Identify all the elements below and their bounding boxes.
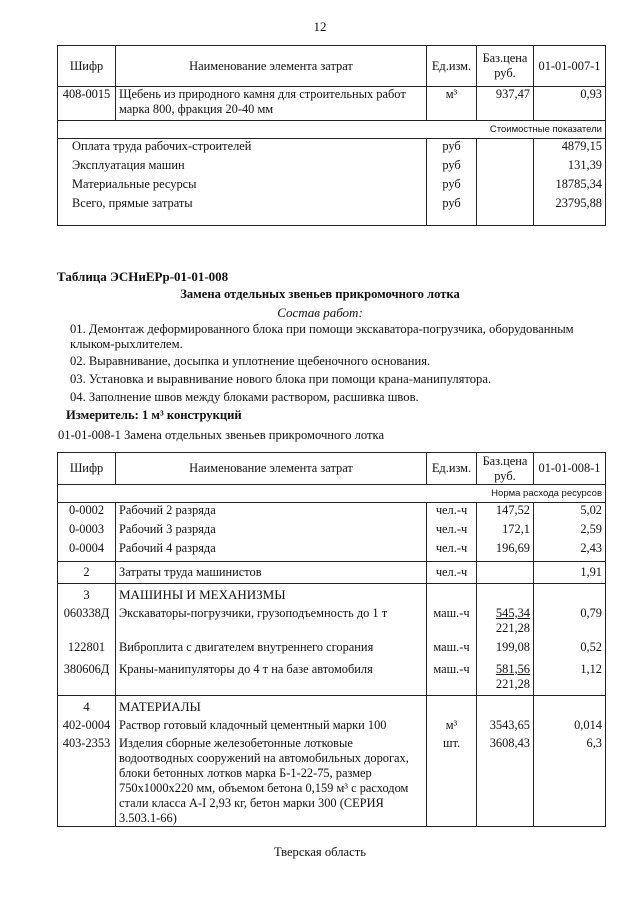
price-secondary: 221,28	[495, 676, 530, 691]
table-row-code: 060338Д	[58, 606, 116, 640]
row-code: 408-0015	[58, 87, 116, 121]
header-price: Баз.цена руб.	[477, 453, 534, 485]
table-row-price: 3608,43	[477, 736, 534, 827]
table-row-value: 0,52	[534, 640, 606, 662]
empty-cell	[534, 696, 606, 718]
table-row-value: 6,3	[534, 736, 606, 827]
table-row-unit: м³	[427, 718, 477, 736]
row-unit: м³	[427, 87, 477, 121]
row-price: 937,47	[477, 87, 534, 121]
section-title: МАШИНЫ И МЕХАНИЗМЫ	[116, 584, 427, 606]
header-code: Шифр	[58, 453, 116, 485]
table-row-name: Затраты труда машинистов	[116, 562, 427, 584]
table-row-price: 199,08	[477, 640, 534, 662]
step-item: 02. Выравнивание, досыпка и уплотнение щебеночного основания.	[70, 354, 431, 368]
table-row-name: Экскаваторы-погрузчики, грузоподъемность до 1 т	[116, 606, 427, 640]
table-row-unit: маш.-ч	[427, 640, 477, 662]
table-row-name: Раствор готовый кладочный цементный марки 100	[116, 718, 427, 736]
page-number: 12	[313, 19, 327, 34]
table-row-unit: чел.-ч	[427, 503, 477, 522]
cost-empty	[477, 158, 534, 177]
row-value: 0,93	[534, 87, 606, 121]
table-row-code: 2	[58, 562, 116, 584]
table-row-unit: чел.-ч	[427, 522, 477, 541]
table-row-value: 0,79	[534, 606, 606, 640]
table-row-name: Виброплита с двигателем внутреннего сгорания	[116, 640, 427, 662]
table-row-unit: маш.-ч	[427, 662, 477, 696]
table-row-value: 2,59	[534, 522, 606, 541]
cost-name: Эксплуатация машин	[58, 158, 427, 177]
empty-cell	[477, 696, 534, 718]
table-row-price: 3543,65	[477, 718, 534, 736]
header-norm: 01-01-007-1	[534, 46, 606, 87]
code-line: 01-01-008-1 Замена отдельных звеньев прикромочного лотка	[58, 428, 385, 442]
cost-name: Оплата труда рабочих-строителей	[58, 139, 427, 158]
resource-table	[57, 452, 606, 827]
table-row-unit: шт.	[427, 736, 477, 827]
cost-value: 131,39	[534, 158, 606, 177]
header-code: Шифр	[58, 46, 116, 87]
table-row-code: 0-0002	[58, 503, 116, 522]
cost-unit: руб	[427, 177, 477, 196]
cost-unit: руб	[427, 158, 477, 177]
section-code: 3	[58, 584, 116, 606]
norm-label: Норма расхода ресурсов	[58, 485, 606, 503]
subtitle: Замена отдельных звеньев прикромочного лотка	[180, 287, 460, 301]
price-secondary: 221,28	[495, 620, 530, 635]
table-row-code: 380606Д	[58, 662, 116, 696]
footer-region: Тверская область	[274, 845, 366, 859]
cost-value: 4879,15	[534, 139, 606, 158]
table-row-price: 196,69	[477, 541, 534, 562]
table-row-name: Изделия сборные железобетонные лотковые водоотводных сооружений на автомобильных дорогах, блоки бетонных лотков марка Б-1-22-75, размер 750х1000х220 мм, объемом бетона 0,159 м³ с расходом стали класса А-I 2,93 кг, бетон марки 300 (СЕРИЯ 3.503.1-66)	[116, 736, 427, 827]
cost-empty	[477, 139, 534, 158]
table-row-value: 1,12	[534, 662, 606, 696]
table-row-price: 147,52	[477, 503, 534, 522]
cost-value: 18785,34	[534, 177, 606, 196]
empty-cell	[534, 584, 606, 606]
table-row-code: 0-0003	[58, 522, 116, 541]
table-row-name: Рабочий 3 разряда	[116, 522, 427, 541]
header-price: Баз.цена руб.	[477, 46, 534, 87]
table-title: Таблица ЭСНиЕРр-01-01-008	[57, 269, 229, 284]
step-item: 04. Заполнение швов между блоками раствором, расшивка швов.	[70, 390, 419, 404]
cost-unit: руб	[427, 139, 477, 158]
price-main: 581,56	[495, 661, 530, 676]
table-row-value: 2,43	[534, 541, 606, 562]
empty-cell	[477, 584, 534, 606]
cost-name: Всего, прямые затраты	[58, 196, 427, 226]
table-row-unit: чел.-ч	[427, 541, 477, 562]
cost-value: 23795,88	[534, 196, 606, 226]
empty-cell	[427, 584, 477, 606]
header-unit: Ед.изм.	[427, 46, 477, 87]
cost-unit: руб	[427, 196, 477, 226]
sostav-label: Состав работ:	[277, 305, 363, 320]
header-name: Наименование элемента затрат	[116, 453, 427, 485]
table-row-name: Рабочий 2 разряда	[116, 503, 427, 522]
table-row-value: 1,91	[534, 562, 606, 584]
cost-empty	[477, 177, 534, 196]
table-row-code: 122801	[58, 640, 116, 662]
step-item: 03. Установка и выравнивание нового блока при помощи крана-манипулятора.	[70, 372, 492, 386]
table-row-unit: чел.-ч	[427, 562, 477, 584]
header-norm: 01-01-008-1	[534, 453, 606, 485]
cost-table	[57, 45, 606, 226]
row-name: Щебень из природного камня для строительных работ марка 800, фракция 20-40 мм	[116, 87, 427, 121]
table-row-name: Краны-манипуляторы до 4 т на базе автомобиля	[116, 662, 427, 696]
section-title: МАТЕРИАЛЫ	[116, 696, 427, 718]
section-code: 4	[58, 696, 116, 718]
section-label: Стоимостные показатели	[58, 121, 606, 139]
step-item: 01. Демонтаж деформированного блока при помощи экскаватора-погрузчика, оборудованным клыком-рыхлителем.	[70, 322, 574, 351]
header-unit: Ед.изм.	[427, 453, 477, 485]
table-row-code: 0-0004	[58, 541, 116, 562]
cost-name: Материальные ресурсы	[58, 177, 427, 196]
table-row-code: 403-2353	[58, 736, 116, 827]
table-row-price	[477, 662, 534, 696]
izmeritel: Измеритель: 1 м³ конструкций	[66, 408, 242, 422]
header-name: Наименование элемента затрат	[116, 46, 427, 87]
price-main: 545,34	[495, 605, 530, 620]
table-row-price	[477, 562, 534, 584]
empty-cell	[427, 696, 477, 718]
table-row-unit: маш.-ч	[427, 606, 477, 640]
cost-empty	[477, 196, 534, 226]
table-row-name: Рабочий 4 разряда	[116, 541, 427, 562]
table-row-price: 172,1	[477, 522, 534, 541]
table-row-price	[477, 606, 534, 640]
table-row-value: 5,02	[534, 503, 606, 522]
table-row-code: 402-0004	[58, 718, 116, 736]
table-row-value: 0,014	[534, 718, 606, 736]
